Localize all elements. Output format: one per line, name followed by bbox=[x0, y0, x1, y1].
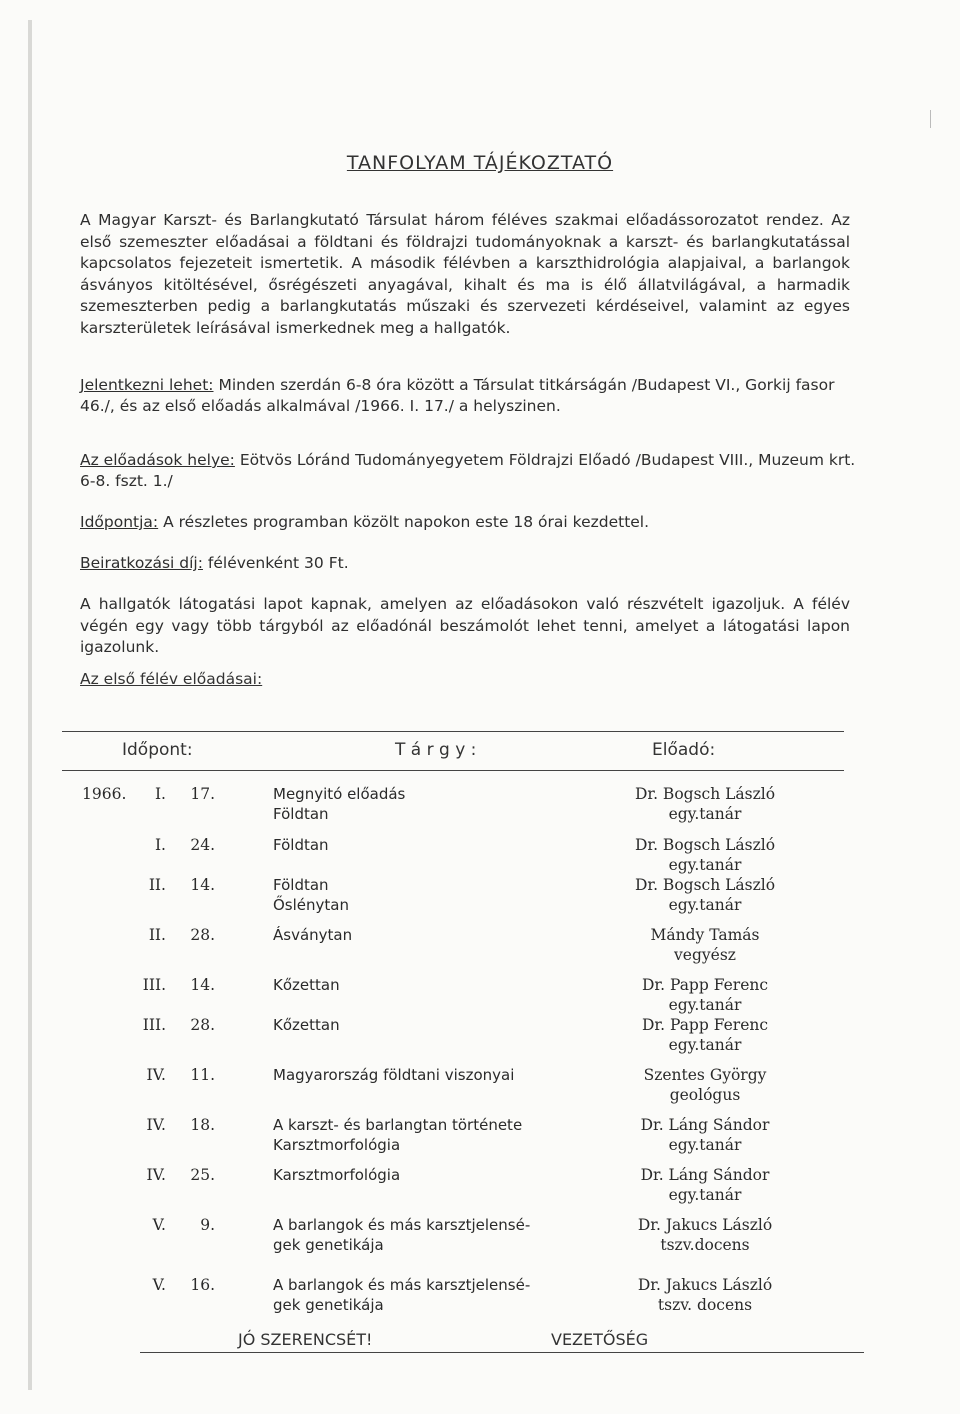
row-day: 28. bbox=[190, 926, 215, 944]
row-lecturer: Dr. Láng Sándor egy.tanár bbox=[640, 1166, 770, 1204]
row-day: 18. bbox=[190, 1116, 215, 1134]
row-lecturer: Dr. Jakucs László tszv.docens bbox=[637, 1216, 773, 1254]
footer-greeting: JÓ SZERENCSÉT! bbox=[238, 1330, 373, 1349]
footer-rule bbox=[140, 1352, 864, 1353]
row-subject: Földtan Őslénytan bbox=[273, 876, 349, 914]
header-subject: T á r g y : bbox=[395, 740, 477, 760]
row-month: IV. bbox=[146, 1166, 166, 1184]
row-subject: Kőzettan bbox=[273, 976, 340, 994]
registration-label: Jelentkezni lehet: bbox=[80, 376, 214, 394]
row-subject: Karsztmorfológia bbox=[273, 1166, 401, 1184]
row-day: 17. bbox=[190, 785, 215, 803]
row-subject: Ásványtan bbox=[273, 926, 353, 944]
row-month: II. bbox=[148, 876, 166, 894]
attendance-paragraph: A hallgatók látogatási lapot kapnak, amelyen az előadásokon való részvételt igazoljuk. A félév végén egy vagy több tárgyból az előadónál beszámolót lehet tenni, amelyet a látogatási lapon igazolunk. bbox=[80, 595, 850, 656]
header-lecturer: Előadó: bbox=[652, 740, 716, 760]
header-date: Időpont: bbox=[122, 740, 193, 760]
fee-label: Beiratkozási díj: bbox=[80, 554, 203, 572]
row-day: 16. bbox=[190, 1276, 215, 1294]
row-subject: A barlangok és más karsztjelensé- gek genetikája bbox=[273, 1216, 531, 1254]
row-lecturer: Mándy Tamás vegyész bbox=[650, 926, 760, 964]
row-subject: Földtan bbox=[273, 836, 329, 854]
row-month: IV. bbox=[146, 1116, 166, 1134]
fee-text: félévenként 30 Ft. bbox=[207, 554, 349, 572]
row-subject: Megnyitó előadás Földtan bbox=[273, 785, 406, 823]
fee-block bbox=[80, 553, 870, 574]
footer-signature: VEZETŐSÉG bbox=[551, 1330, 649, 1349]
row-lecturer: Dr. Láng Sándor egy.tanár bbox=[640, 1116, 770, 1154]
registration-text: Minden szerdán 6-8 óra között a Társulat titkárságán /Budapest VI., Gorkij fasor 46./, és az első előadás alkalmával /1966. I. 17./ a helyszinen. bbox=[80, 376, 835, 415]
venue-text: Eötvös Lóránd Tudományegyetem Földrajzi Előadó /Budapest VIII., Muzeum krt. 6-8. fszt. 1./ bbox=[80, 451, 856, 490]
row-day: 9. bbox=[200, 1216, 215, 1234]
document-title: TANFOLYAM TÁJÉKOZTATÓ bbox=[346, 152, 614, 174]
row-month: II. bbox=[148, 926, 166, 944]
row-year: 1966. bbox=[82, 785, 127, 803]
row-subject: A karszt- és barlangtan története Karsztmorfológia bbox=[273, 1116, 523, 1154]
row-month: III. bbox=[142, 976, 166, 994]
row-lecturer: Dr. Papp Ferenc egy.tanár bbox=[641, 1016, 769, 1054]
scan-mark bbox=[930, 110, 931, 128]
venue-label: Az előadások helye: bbox=[80, 451, 235, 469]
row-subject: Kőzettan bbox=[273, 1016, 340, 1034]
row-day: 28. bbox=[190, 1016, 215, 1034]
row-day: 14. bbox=[190, 976, 215, 994]
timing-block bbox=[80, 512, 870, 533]
row-month: V. bbox=[152, 1216, 166, 1234]
row-day: 14. bbox=[190, 876, 215, 894]
intro-paragraph: A Magyar Karszt- és Barlangkutató Társulat három féléves szakmai előadássorozatot rendez. Az első szemeszter előadásai a földtani és földrajzi tudományoknak a karszt- és barlangkutatással kapcsolatos fejezeteit ismertetik. A második félévben a karszthidrológia alapjaival, a barlangok ásványos kitöltésével, ősrégészeti anyagával, kihalt és ma is élő állatvilágával, a harmadik szemeszterben pedig a barlangkutatás műszaki és szervezeti kérdéseivel, valamint az egyes karszterületek leírásával ismerkednek meg a hallgatók. bbox=[80, 211, 850, 337]
timing-text: A részletes programban közölt napokon este 18 órai kezdettel. bbox=[163, 513, 650, 531]
row-day: 25. bbox=[190, 1166, 215, 1184]
row-subject: A barlangok és más karsztjelensé- gek genetikája bbox=[273, 1276, 531, 1314]
row-month: III. bbox=[142, 1016, 166, 1034]
table-top-rule bbox=[62, 731, 844, 732]
row-lecturer: Dr. Jakucs László tszv. docens bbox=[637, 1276, 773, 1314]
row-day: 24. bbox=[190, 836, 215, 854]
row-day: 11. bbox=[190, 1066, 215, 1084]
table-header-rule bbox=[62, 770, 844, 771]
row-lecturer: Dr. Papp Ferenc egy.tanár bbox=[641, 976, 769, 1014]
timing-label: Időpontja: bbox=[80, 513, 159, 531]
venue-block bbox=[80, 450, 870, 492]
schedule-heading: Az első félév előadásai: bbox=[80, 670, 263, 688]
row-month: IV. bbox=[146, 1066, 166, 1084]
row-lecturer: Dr. Bogsch László egy.tanár bbox=[634, 836, 776, 874]
row-month: I. bbox=[154, 836, 166, 854]
row-month: I. bbox=[154, 785, 166, 803]
row-subject: Magyarország földtani viszonyai bbox=[273, 1066, 515, 1084]
row-lecturer: Dr. Bogsch László egy.tanár bbox=[634, 785, 776, 823]
row-lecturer: Szentes György geológus bbox=[643, 1066, 767, 1104]
row-month: V. bbox=[152, 1276, 166, 1294]
registration-block bbox=[80, 375, 870, 417]
scan-edge bbox=[28, 20, 32, 1390]
row-lecturer: Dr. Bogsch László egy.tanár bbox=[634, 876, 776, 914]
